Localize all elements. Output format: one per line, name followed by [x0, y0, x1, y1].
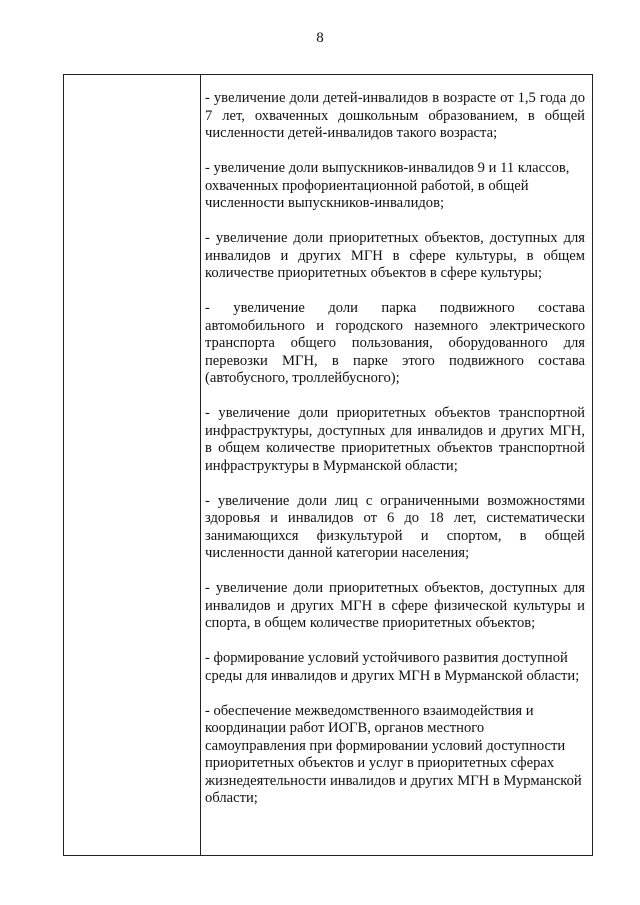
goal-item: - увеличение доли детей-инвалидов в возрасте от 1,5 года до 7 лет, охваченных дошкольным образованием, в общей численности детей-инвалидов такого возраста;	[205, 90, 585, 141]
goal-item: - увеличение доли парка подвижного состава автомобильного и городского наземного электрического транспорта общего пользования, оборудованного для перевозки МГН, в парке этого подвижного состава (автобусного, троллейбусного);	[205, 300, 585, 386]
goal-item: - увеличение доли лиц с ограниченными возможностями здоровья и инвалидов от 6 до 18 лет, систематически занимающихся физкультурой и спортом, в общей численности данной категории населения;	[205, 492, 585, 561]
goal-item: - обеспечение межведомственного взаимодействия и координации работ ИОГВ, органов местного самоуправления при формировании условий доступности приоритетных объектов и услуг в приоритетных сферах жизнедеятельности инвалидов и других МГН в Мурманской области;	[205, 702, 582, 806]
goal-item: - увеличение доли приоритетных объектов, доступных для инвалидов и других МГН в сфере физической культуры и спорта, в общем количестве приоритетных объектов;	[205, 580, 585, 631]
goals-cell	[205, 90, 585, 825]
column-divider	[200, 75, 201, 855]
goal-item: - увеличение доли выпускников-инвалидов 9 и 11 классов, охваченных профориентационной работой, в общей численности выпускников-инвалидов;	[205, 160, 570, 211]
goal-item: - увеличение доли приоритетных объектов, доступных для инвалидов и других МГН в сфере культуры, в общем количестве приоритетных объектов в сфере культуры;	[205, 230, 585, 281]
goals-table	[63, 74, 593, 856]
goal-item: - формирование условий устойчивого развития доступной среды для инвалидов и других МГН в Мурманской области;	[205, 650, 580, 684]
page-number: 8	[316, 30, 324, 46]
goal-item: - увеличение доли приоритетных объектов транспортной инфраструктуры, доступных для инвалидов и других МГН, в общем количестве приоритетных объектов транспортной инфраструктуры в Мурманской области;	[205, 405, 585, 474]
